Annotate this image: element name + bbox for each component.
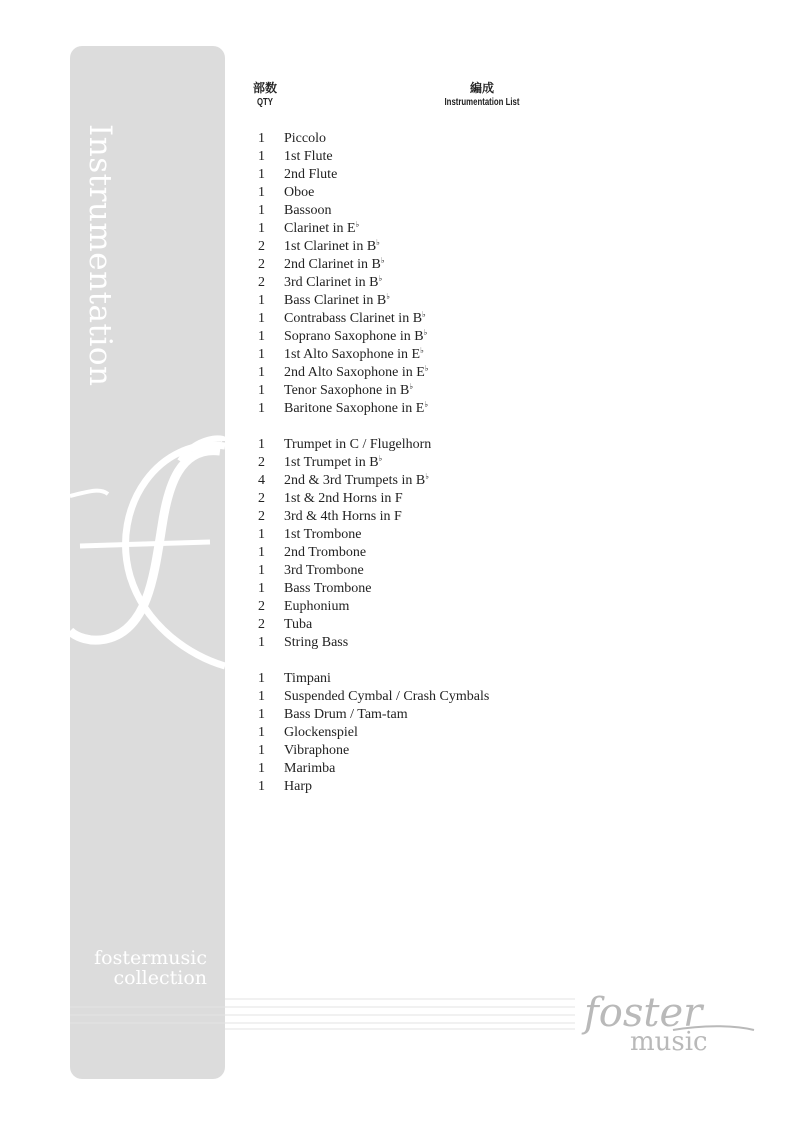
instrument-row (258, 760, 678, 778)
instrument-qty: 2 (258, 455, 265, 470)
instrument-name (284, 436, 431, 454)
instrument-qty: 2 (258, 275, 265, 290)
flat-accidental: ♭ (424, 364, 429, 373)
instrument-name-text: 2nd Clarinet in B (284, 257, 381, 272)
collection-line2: collection (113, 967, 207, 989)
instrument-qty: 1 (258, 401, 265, 416)
instrument-name (284, 706, 408, 724)
instrument-name (284, 364, 429, 382)
instrument-row (258, 742, 678, 760)
instrument-qty: 1 (258, 311, 265, 326)
instrument-name-text: Oboe (284, 185, 315, 200)
instrument-name (284, 238, 380, 256)
instrumentation-list (258, 130, 678, 796)
instrument-qty: 2 (258, 509, 265, 524)
fc-monogram-icon (70, 376, 225, 686)
instrument-name (284, 346, 424, 364)
instrument-name-text: Marimba (284, 761, 336, 776)
instrument-qty: 1 (258, 779, 265, 794)
list-headers (252, 80, 712, 116)
sidebar-title: Instrumentation (82, 124, 118, 387)
instrument-name-text: 3rd Trombone (284, 563, 364, 578)
instrument-name-text: 2nd Trombone (284, 545, 367, 560)
instrument-row (258, 436, 678, 454)
instrument-qty: 1 (258, 671, 265, 686)
instrument-row (258, 148, 678, 166)
instrument-row (258, 274, 678, 292)
instrument-name (284, 544, 366, 562)
instrument-row (258, 724, 678, 742)
instrument-row (258, 382, 678, 400)
instrument-row (258, 706, 678, 724)
instrument-name (284, 310, 426, 328)
instrument-row (258, 508, 678, 526)
instrument-name-text: Tenor Saxophone in B (284, 383, 410, 398)
instrument-row (258, 670, 678, 688)
flat-accidental: ♭ (420, 346, 424, 355)
instrument-name (284, 292, 390, 310)
logo-line1: foster (584, 990, 703, 1036)
instrument-name (284, 400, 428, 418)
instrument-row (258, 364, 678, 382)
collection-line1: fostermusic (94, 947, 207, 969)
instrument-name-text: Contrabass Clarinet in B (284, 311, 423, 326)
instrument-name-text: Piccolo (284, 131, 326, 146)
instrument-row (258, 238, 678, 256)
group-spacer (258, 652, 678, 670)
instrument-qty: 1 (258, 743, 265, 758)
instrument-name (284, 202, 331, 220)
footer-lines (70, 997, 580, 1031)
instrument-name (284, 166, 337, 184)
instrument-name-text: Euphonium (284, 599, 350, 614)
flat-accidental: ♭ (422, 310, 426, 319)
sidebar-panel (70, 46, 225, 1079)
instrument-qty: 1 (258, 383, 265, 398)
instrument-name-text: 2nd Flute (284, 167, 338, 182)
instrument-row (258, 454, 678, 472)
instrument-row (258, 616, 678, 634)
qty-header (252, 80, 278, 110)
instrument-name (284, 274, 382, 292)
instrument-qty: 1 (258, 707, 265, 722)
instrument-name-text: 1st Flute (284, 149, 333, 164)
flat-accidental: ♭ (376, 238, 380, 247)
instrument-name-text: Tuba (284, 617, 313, 632)
instrument-name (284, 508, 402, 526)
instrument-name (284, 130, 326, 148)
instrument-row (258, 562, 678, 580)
instrument-qty: 1 (258, 185, 265, 200)
instrument-name-text: Baritone Saxophone in E (284, 401, 425, 416)
instrument-row (258, 688, 678, 706)
instrument-name-text: Soprano Saxophone in B (284, 329, 424, 344)
instrument-name-text: String Bass (284, 635, 349, 650)
instrumentation-header-jp: 編成 (469, 81, 494, 95)
instrument-name-text: Clarinet in E (284, 221, 356, 236)
instrument-name (284, 616, 312, 634)
instrument-name-text: Trumpet in C / Flugelhorn (284, 437, 432, 452)
flat-accidental: ♭ (378, 274, 383, 283)
logo-line2: music (630, 1027, 708, 1057)
instrument-name-text: 3rd & 4th Horns in F (284, 509, 402, 524)
group-spacer (258, 418, 678, 436)
instrument-row (258, 220, 678, 238)
instrument-name-text: 2nd Alto Saxophone in E (284, 365, 425, 380)
instrument-qty: 1 (258, 203, 265, 218)
instrument-row (258, 346, 678, 364)
instrument-qty: 1 (258, 689, 265, 704)
instrument-qty: 1 (258, 545, 265, 560)
instrument-name (284, 688, 489, 706)
instrument-row (258, 526, 678, 544)
instrument-row (258, 580, 678, 598)
instrument-name (284, 562, 364, 580)
instrument-name (284, 724, 358, 742)
instrument-row (258, 166, 678, 184)
flat-accidental: ♭ (386, 292, 391, 301)
instrument-name (284, 526, 361, 544)
instrument-qty: 2 (258, 491, 265, 506)
instrument-qty: 1 (258, 527, 265, 542)
instrument-name (284, 598, 349, 616)
instrument-name (284, 490, 403, 508)
instrumentation-header (412, 80, 552, 110)
instrument-name-text: Bassoon (284, 203, 332, 218)
instrument-name (284, 778, 312, 796)
instrument-name (284, 742, 349, 760)
instrument-qty: 1 (258, 635, 265, 650)
instrument-row (258, 328, 678, 346)
instrument-qty: 1 (258, 563, 265, 578)
instrument-qty: 1 (258, 221, 265, 236)
instrument-name-text: 1st Trombone (284, 527, 362, 542)
instrument-qty: 1 (258, 329, 265, 344)
instrument-qty: 1 (258, 761, 265, 776)
instrument-name-text: Suspended Cymbal / Crash Cymbals (284, 689, 490, 704)
instrument-qty: 1 (258, 131, 265, 146)
instrument-row (258, 778, 678, 796)
instrument-name (284, 328, 427, 346)
flat-accidental: ♭ (409, 382, 414, 391)
instrument-qty: 1 (258, 725, 265, 740)
instrument-row (258, 184, 678, 202)
instrument-name (284, 670, 331, 688)
instrument-name (284, 760, 335, 778)
instrument-qty: 2 (258, 239, 265, 254)
flat-accidental: ♭ (425, 472, 429, 481)
instrument-name (284, 454, 382, 472)
instrumentation-header-en: Instrumentation List (444, 97, 520, 108)
instrument-row (258, 472, 678, 490)
instrument-row (258, 292, 678, 310)
instrument-name (284, 220, 359, 238)
instrument-name-text: Glockenspiel (284, 725, 358, 740)
flat-accidental: ♭ (424, 400, 429, 409)
flat-accidental: ♭ (378, 454, 383, 463)
instrument-name-text: Bass Drum / Tam-tam (284, 707, 408, 722)
instrument-name (284, 184, 314, 202)
instrument-name-text: Harp (284, 779, 312, 794)
instrument-qty: 1 (258, 347, 265, 362)
instrument-qty: 2 (258, 257, 265, 272)
instrument-qty: 1 (258, 167, 265, 182)
flat-accidental: ♭ (423, 328, 428, 337)
instrument-row (258, 202, 678, 220)
instrument-name (284, 580, 372, 598)
instrument-row (258, 310, 678, 328)
instrument-qty: 1 (258, 149, 265, 164)
instrument-row (258, 598, 678, 616)
flat-accidental: ♭ (380, 256, 385, 265)
instrument-row (258, 634, 678, 652)
foster-music-logo (578, 986, 758, 1058)
instrument-name-text: Bass Clarinet in B (284, 293, 387, 308)
instrument-row (258, 544, 678, 562)
instrument-name-text: Timpani (284, 671, 331, 686)
instrument-name-text: Bass Trombone (284, 581, 372, 596)
instrument-qty: 2 (258, 617, 265, 632)
instrument-name (284, 148, 333, 166)
qty-header-en: QTY (256, 97, 274, 108)
instrument-name-text: Vibraphone (284, 743, 350, 758)
instrument-name-text: 3rd Clarinet in B (284, 275, 379, 290)
instrument-name (284, 472, 429, 490)
instrument-qty: 1 (258, 581, 265, 596)
instrument-qty: 1 (258, 365, 265, 380)
instrument-row (258, 490, 678, 508)
instrument-name-text: 1st Trumpet in B (284, 455, 379, 470)
instrument-row (258, 256, 678, 274)
instrument-row (258, 400, 678, 418)
instrument-qty: 2 (258, 599, 265, 614)
flat-accidental: ♭ (355, 220, 360, 229)
instrument-qty: 4 (258, 473, 265, 488)
instrument-row (258, 130, 678, 148)
instrument-name (284, 256, 385, 274)
instrument-qty: 1 (258, 437, 265, 452)
instrument-qty: 1 (258, 293, 265, 308)
instrument-name (284, 634, 348, 652)
instrument-name-text: 2nd & 3rd Trumpets in B (284, 473, 426, 488)
instrument-name-text: 1st & 2nd Horns in F (284, 491, 403, 506)
instrument-name (284, 382, 413, 400)
collection-label (94, 948, 207, 988)
instrument-name-text: 1st Clarinet in B (284, 239, 377, 254)
qty-header-jp: 部数 (252, 81, 277, 95)
instrument-name-text: 1st Alto Saxophone in E (284, 347, 421, 362)
